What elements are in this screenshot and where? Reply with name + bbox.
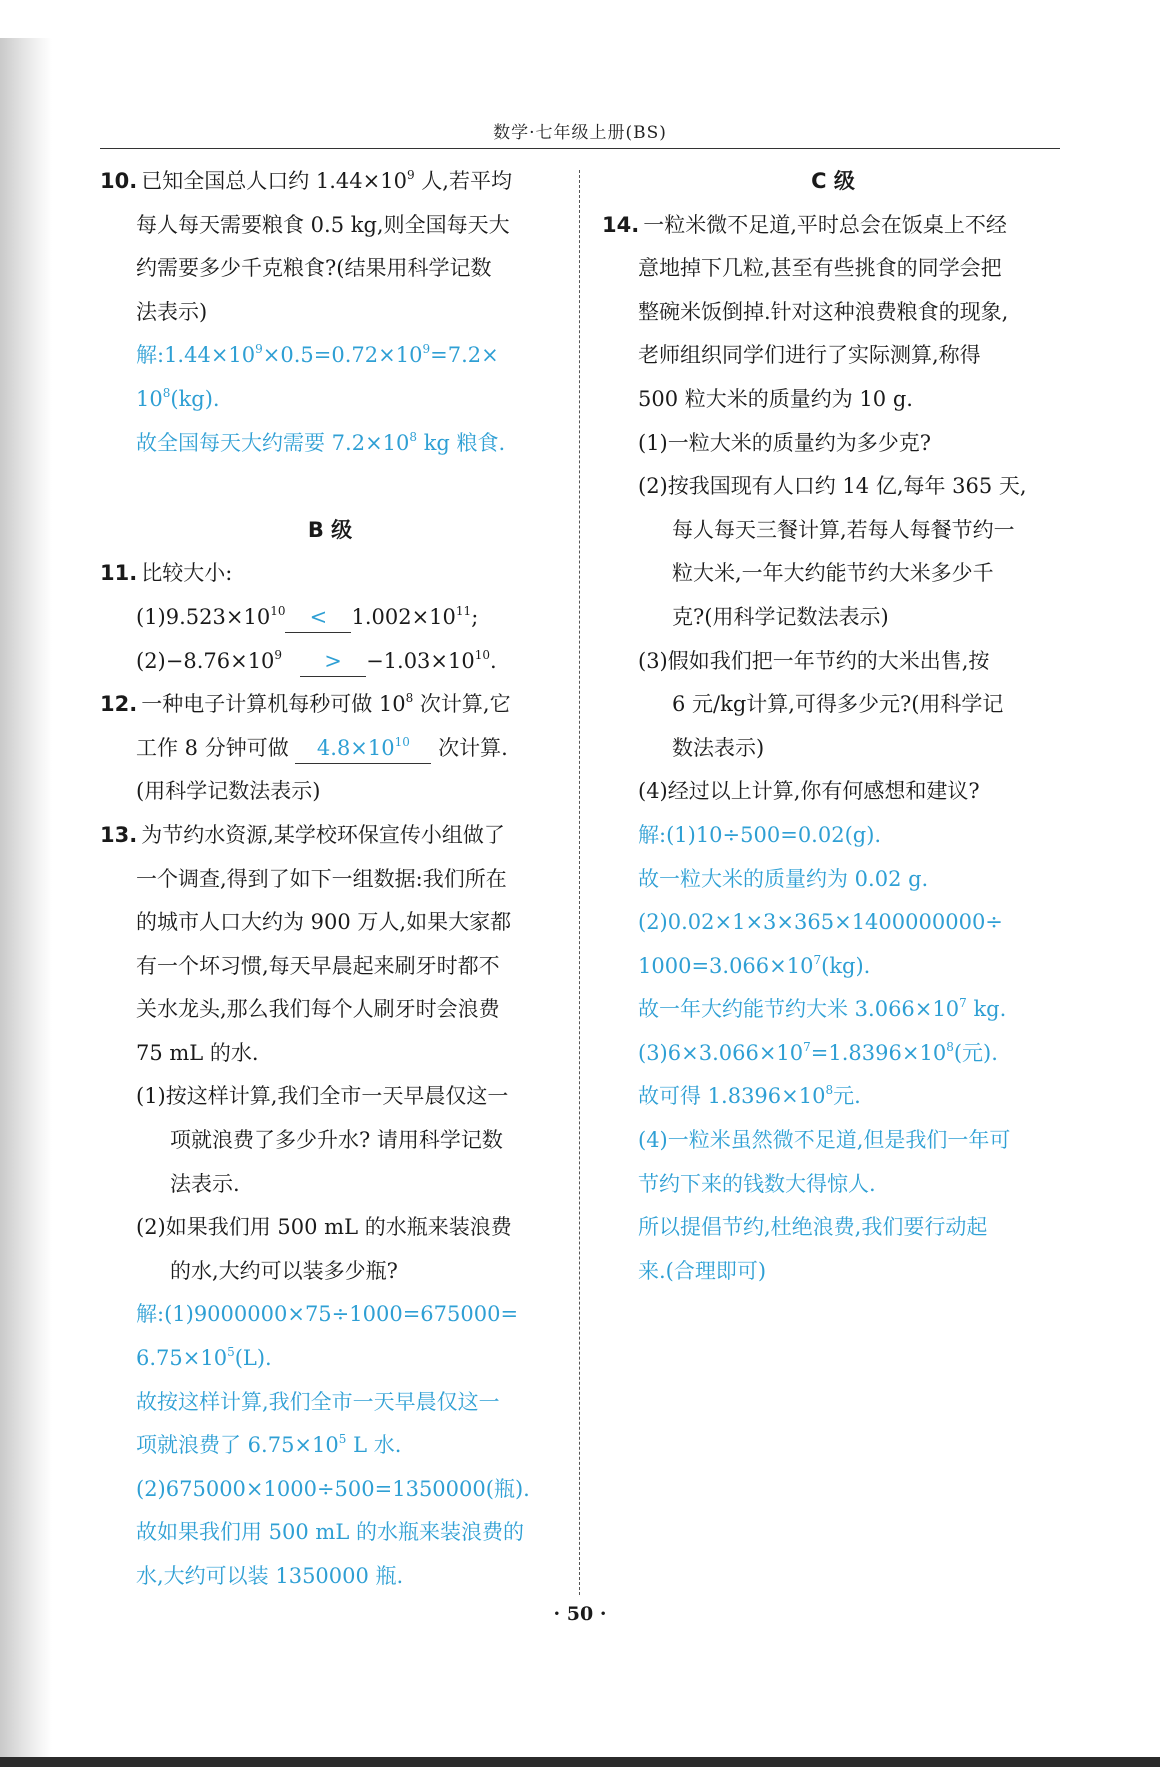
q13-part-2-line-1: (2)如果我们用 500 mL 的水瓶来装浪费 xyxy=(136,1215,512,1240)
q13-answer-5: (2)675000×1000÷500=1350000(瓶). xyxy=(136,1476,530,1501)
q14-line-4: 老师组织同学们进行了实际测算,称得 xyxy=(638,343,981,368)
q14-line-5: 500 粒大米的质量约为 10 g. xyxy=(638,386,913,411)
q13-answer-7: 水,大约可以装 1350000 瓶. xyxy=(136,1564,404,1588)
q10-answer-1: 解$:1.44\times 10^9\times 0.5=0.72\times 10^9=7.2\times$ xyxy=(136,342,499,368)
q13-answer-3: 故按这样计算,我们全市一天早晨仅这一 xyxy=(136,1389,500,1414)
q13-answer-6: 故如果我们用 500 mL 的水瓶来装浪费的 xyxy=(136,1520,524,1545)
q13-line-2: 一个调查,得到了如下一组数据:我们所在 xyxy=(136,866,507,891)
page-edge-shadow xyxy=(0,0,52,1767)
q14-answer-2: 故一粒大米的质量约为 0.02 g. xyxy=(638,866,929,891)
q12-line-3: (用科学记数法表示) xyxy=(136,779,321,804)
q14-part-3-line-1: (3)假如我们把一年节约的大米出售,按 xyxy=(638,648,990,673)
q11-stem: 11. 比较大小: xyxy=(100,561,233,586)
q10-answer-2: $10^8(kg)$. xyxy=(136,385,220,411)
q13-line-3: 的城市人口大约为 900 万人,如果大家都 xyxy=(136,910,512,935)
header-rule xyxy=(100,148,1060,149)
q11-part-1: $(1)9.523\times 10^{10} < 1.002\times 10^{11}$; xyxy=(100,596,560,640)
q14-part-2-line-2: 每人每天三餐计算,若每人每餐节约一 xyxy=(672,517,1015,542)
question-number: 11. xyxy=(100,561,138,586)
page-number: · 50 · xyxy=(553,1603,607,1625)
q14-part-2-line-4: 克?(用科学记数法表示) xyxy=(672,604,889,629)
left-column xyxy=(100,160,560,1599)
q13-line-6: 75 mL 的水. xyxy=(136,1040,259,1065)
column-divider xyxy=(579,170,580,1595)
q14-part-2-line-1: (2)按我国现有人口约 14 亿,每年 365 天, xyxy=(638,474,1027,499)
question-number: 12. xyxy=(100,692,138,717)
q13-answer-1: 解:(1)9000000×75÷1000=675000= xyxy=(136,1302,519,1327)
q13-part-1-line-1: (1)按这样计算,我们全市一天早晨仅这一 xyxy=(136,1084,509,1109)
right-column xyxy=(602,160,1064,1293)
question-number: 14. xyxy=(602,212,640,237)
answer-blank: < xyxy=(285,602,351,633)
question-number: 13. xyxy=(100,822,138,847)
q14-answer-4: $1000=3.066\times 10^7(kg)$. xyxy=(638,952,871,978)
level-c-heading: C 级 xyxy=(811,169,855,193)
q14-answer-5: 故一年大约能节约大米 $3.066\times 10^7$ kg. xyxy=(638,996,1007,1022)
q10-line-2: 每人每天需要粮食 0.5 kg,则全国每天大 xyxy=(136,212,510,237)
q13-answer-2: $6.75\times 10^5(L)$. xyxy=(136,1345,272,1371)
q14-answer-8: (4)一粒米虽然微不足道,但是我们一年可 xyxy=(638,1128,1011,1153)
q10-line-1: 10. 已知全国总人口约 $1.44\times 10^9$ 人,若平均 xyxy=(100,168,512,193)
q14-part-1: (1)一粒大米的质量约为多少克? xyxy=(638,430,932,455)
q14-part-3-line-2: 6 元/kg计算,可得多少元?(用科学记 xyxy=(672,692,1004,717)
answer-blank: $4.8\times 10^{10}$ xyxy=(295,733,431,764)
q13-part-2-line-2: 的水,大约可以装多少瓶? xyxy=(170,1258,398,1283)
q14-answer-6: $(3)6\times 3.066\times 10^7=1.8396\times 10^8$(元). xyxy=(638,1039,998,1065)
q13-part-1-line-3: 法表示. xyxy=(170,1171,240,1196)
q14-answer-7: 故可得 $1.8396\times 10^8$元. xyxy=(638,1083,861,1109)
q14-line-1: 14. 一粒米微不足道,平时总会在饭桌上不经 xyxy=(602,212,1007,237)
q13-line-1: 13. 为节约水资源,某学校环保宣传小组做了 xyxy=(100,822,505,847)
q14-answer-1: 解:(1)10÷500=0.02(g). xyxy=(638,822,882,847)
spacer xyxy=(100,465,560,509)
q14-part-2-line-3: 粒大米,一年大约能节约大米多少千 xyxy=(672,561,994,586)
answer-blank: > xyxy=(300,646,366,677)
q14-answer-10: 所以提倡节约,杜绝浪费,我们要行动起 xyxy=(638,1215,988,1240)
q11-part-2: $(2)-8.76\times 10^9 > -1.03\times 10^{10}$. xyxy=(100,640,560,684)
page-top-margin xyxy=(0,0,1160,38)
q14-answer-11: 来.(合理即可) xyxy=(638,1258,767,1283)
q14-answer-3: (2)0.02×1×3×365×1400000000÷ xyxy=(638,910,1003,935)
level-b-heading: B 级 xyxy=(307,517,353,542)
q13-line-5: 关水龙头,那么我们每个人刷牙时会浪费 xyxy=(136,997,500,1022)
q13-answer-4: 项就浪费了 $6.75\times 10^5$ L 水. xyxy=(136,1432,402,1458)
q14-answer-9: 节约下来的钱数大得惊人. xyxy=(638,1171,876,1196)
q14-line-2: 意地掉下几粒,甚至有些挑食的同学会把 xyxy=(638,256,1002,281)
q10-line-4: 法表示) xyxy=(136,299,208,324)
running-header: 数学·七年级上册(BS) xyxy=(493,123,667,143)
q13-line-4: 有一个坏习惯,每天早晨起来刷牙时都不 xyxy=(136,953,500,978)
q10-answer-3: 故全国每天大约需要 $7.2\times 10^8$ kg 粮食. xyxy=(136,429,506,455)
viewer-bottom-bar xyxy=(0,1757,1160,1767)
q14-line-3: 整碗米饭倒掉.针对这种浪费粮食的现象, xyxy=(638,299,1009,324)
q14-part-4: (4)经过以上计算,你有何感想和建议? xyxy=(638,779,980,804)
q12-line-1: 12. 一种电子计算机每秒可做 $10^8$ 次计算,它 xyxy=(100,691,511,717)
q10-line-3: 约需要多少千克粮食?(结果用科学记数 xyxy=(136,256,492,281)
q13-part-1-line-2: 项就浪费了多少升水? 请用科学记数 xyxy=(170,1128,503,1153)
question-number: 10. xyxy=(100,169,138,193)
q14-part-3-line-3: 数法表示) xyxy=(672,735,765,760)
q12-line-2: 工作 8 分钟可做 $4.8\times 10^{10}$ 次计算. xyxy=(100,727,560,771)
